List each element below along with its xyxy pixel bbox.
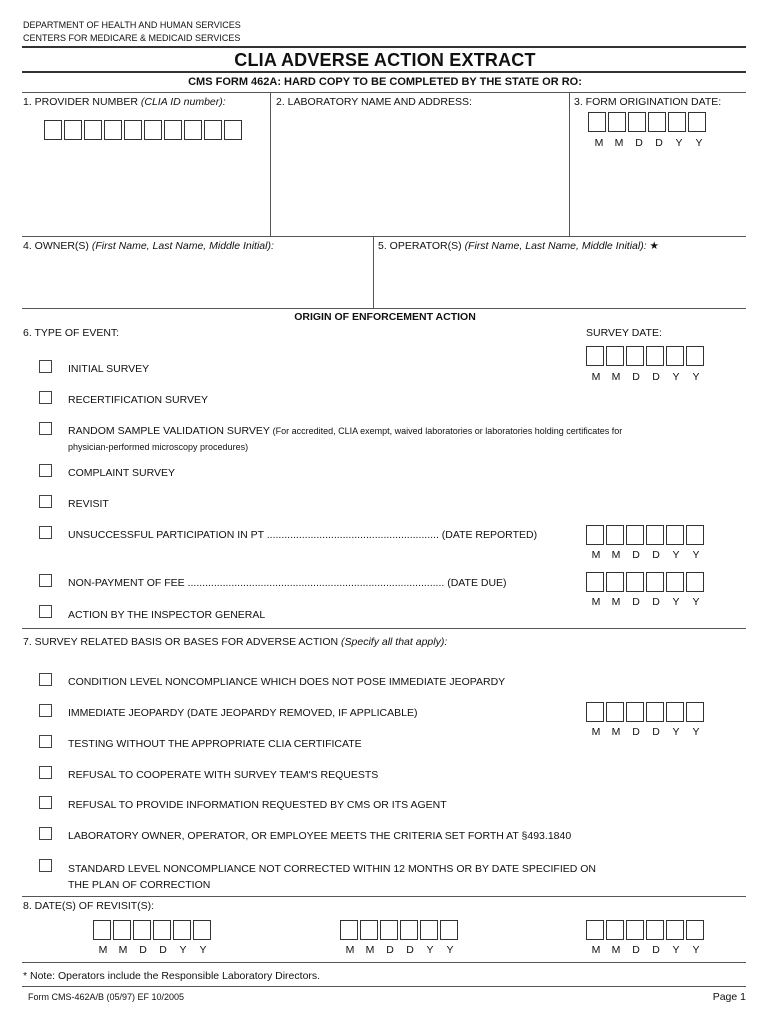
operators-note: * Note: Operators include the Responsible Laboratory Directors.	[23, 970, 321, 982]
recert-survey-checkbox[interactable]	[39, 391, 52, 404]
testing-label: TESTING WITHOUT THE APPROPRIATE CLIA CERTIFICATE	[68, 738, 362, 750]
lab-name-label: 2. LABORATORY NAME AND ADDRESS:	[276, 96, 472, 108]
centers-name: CENTERS FOR MEDICARE & MEDICAID SERVICES	[23, 33, 241, 43]
survey-date-format: M M D D Y Y	[591, 371, 700, 383]
page-number: Page 1	[712, 991, 746, 1003]
row-rule-4	[22, 896, 746, 897]
row-rule-5	[22, 962, 746, 963]
origination-date-label: 3. FORM ORIGINATION DATE:	[574, 96, 722, 108]
refusal-coop-checkbox[interactable]	[39, 766, 52, 779]
random-survey-checkbox[interactable]	[39, 422, 52, 435]
revisit-checkbox[interactable]	[39, 495, 52, 508]
revisit-date-boxes-2[interactable]	[340, 920, 460, 940]
footer-rule	[22, 986, 746, 987]
divider-2	[569, 92, 570, 236]
revisit-label: REVISIT	[68, 498, 109, 510]
refusal-info-checkbox[interactable]	[39, 796, 52, 809]
standard-label-cont: THE PLAN OF CORRECTION	[68, 879, 211, 891]
standard-checkbox[interactable]	[39, 859, 52, 872]
title-rule	[22, 71, 746, 73]
inspector-label: ACTION BY THE INSPECTOR GENERAL	[68, 609, 266, 621]
type-of-event-label: 6. TYPE OF EVENT:	[23, 327, 120, 339]
revisit-date-format-3: M M D D Y Y	[591, 944, 700, 956]
form-title: CLIA ADVERSE ACTION EXTRACT	[234, 50, 536, 70]
inspector-checkbox[interactable]	[39, 605, 52, 618]
bases-label: 7. SURVEY RELATED BASIS OR BASES FOR ADVERSE ACTION (Specify all that apply):	[23, 636, 448, 648]
standard-label: STANDARD LEVEL NONCOMPLIANCE NOT CORRECTED WITHIN 12 MONTHS OR BY DATE SPECIFIED ON	[68, 863, 596, 875]
pt-date-boxes[interactable]	[586, 525, 706, 545]
department-name: DEPARTMENT OF HEALTH AND HUMAN SERVICES	[23, 20, 241, 30]
fee-date-format: M M D D Y Y	[591, 596, 700, 608]
pt-checkbox[interactable]	[39, 526, 52, 539]
owner-label: 4. OWNER(S) (First Name, Last Name, Middle Initial):	[23, 240, 274, 252]
condition-checkbox[interactable]	[39, 673, 52, 686]
testing-checkbox[interactable]	[39, 735, 52, 748]
recert-survey-label: RECERTIFICATION SURVEY	[68, 394, 209, 406]
refusal-info-label: REFUSAL TO PROVIDE INFORMATION REQUESTED BY CMS OR ITS AGENT	[68, 799, 447, 811]
star-icon: ★	[649, 240, 659, 252]
divider-1	[270, 92, 271, 236]
operator-label: 5. OPERATOR(S) (First Name, Last Name, Middle Initial): ★	[378, 240, 659, 252]
survey-date-boxes[interactable]	[586, 346, 706, 366]
fee-label: NON-PAYMENT OF FEE ........................................................................................ (DATE DUE)	[68, 577, 507, 589]
pt-date-format: M M D D Y Y	[591, 549, 700, 561]
refusal-coop-label: REFUSAL TO COOPERATE WITH SURVEY TEAM'S REQUESTS	[68, 769, 379, 781]
origin-heading: ORIGIN OF ENFORCEMENT ACTION	[294, 311, 476, 323]
complaint-survey-checkbox[interactable]	[39, 464, 52, 477]
divider-3	[373, 236, 374, 308]
fee-checkbox[interactable]	[39, 574, 52, 587]
form-id: Form CMS-462A/B (05/97) EF 10/2005	[28, 992, 185, 1002]
owner-criteria-checkbox[interactable]	[39, 827, 52, 840]
revisit-date-boxes-3[interactable]	[586, 920, 706, 940]
revisit-date-format-1: M M D D Y Y	[98, 944, 207, 956]
complaint-survey-label: COMPLAINT SURVEY	[68, 467, 175, 479]
header-rule	[22, 46, 746, 48]
fee-date-boxes[interactable]	[586, 572, 706, 592]
jeopardy-label: IMMEDIATE JEOPARDY (DATE JEOPARDY REMOVED, IF APPLICABLE)	[68, 707, 418, 719]
initial-survey-label: INITIAL SURVEY	[68, 363, 150, 375]
owner-criteria-label: LABORATORY OWNER, OPERATOR, OR EMPLOYEE MEETS THE CRITERIA SET FORTH AT §493.1840	[68, 830, 572, 842]
provider-number-boxes[interactable]	[44, 120, 244, 140]
revisit-date-format-2: M M D D Y Y	[345, 944, 454, 956]
row-rule-1	[22, 236, 746, 237]
origination-date-boxes[interactable]	[588, 112, 708, 132]
revisit-dates-label: 8. DATE(S) OF REVISIT(S):	[23, 900, 155, 912]
jeopardy-date-format: M M D D Y Y	[591, 726, 700, 738]
random-survey-label: RANDOM SAMPLE VALIDATION SURVEY (For accredited, CLIA exempt, waived laboratories or laboratories holding certificates for	[68, 425, 623, 437]
jeopardy-date-boxes[interactable]	[586, 702, 706, 722]
survey-date-label: SURVEY DATE:	[586, 327, 662, 339]
origination-date-format: M M D D Y Y	[594, 137, 703, 149]
revisit-date-boxes-1[interactable]	[93, 920, 213, 940]
row-rule-3	[22, 628, 746, 629]
jeopardy-checkbox[interactable]	[39, 704, 52, 717]
random-survey-note: physician-performed microscopy procedures)	[68, 442, 249, 452]
initial-survey-checkbox[interactable]	[39, 360, 52, 373]
form-subtitle: CMS FORM 462A: HARD COPY TO BE COMPLETED BY THE STATE OR RO:	[188, 76, 582, 88]
subtitle-rule	[22, 92, 746, 93]
pt-label: UNSUCCESSFUL PARTICIPATION IN PT ........................................................... (DATE REPORTED)	[68, 529, 538, 541]
row-rule-2	[22, 308, 746, 309]
provider-number-label: 1. PROVIDER NUMBER (CLIA ID number):	[23, 96, 226, 108]
condition-label: CONDITION LEVEL NONCOMPLIANCE WHICH DOES NOT POSE IMMEDIATE JEOPARDY	[68, 676, 506, 688]
